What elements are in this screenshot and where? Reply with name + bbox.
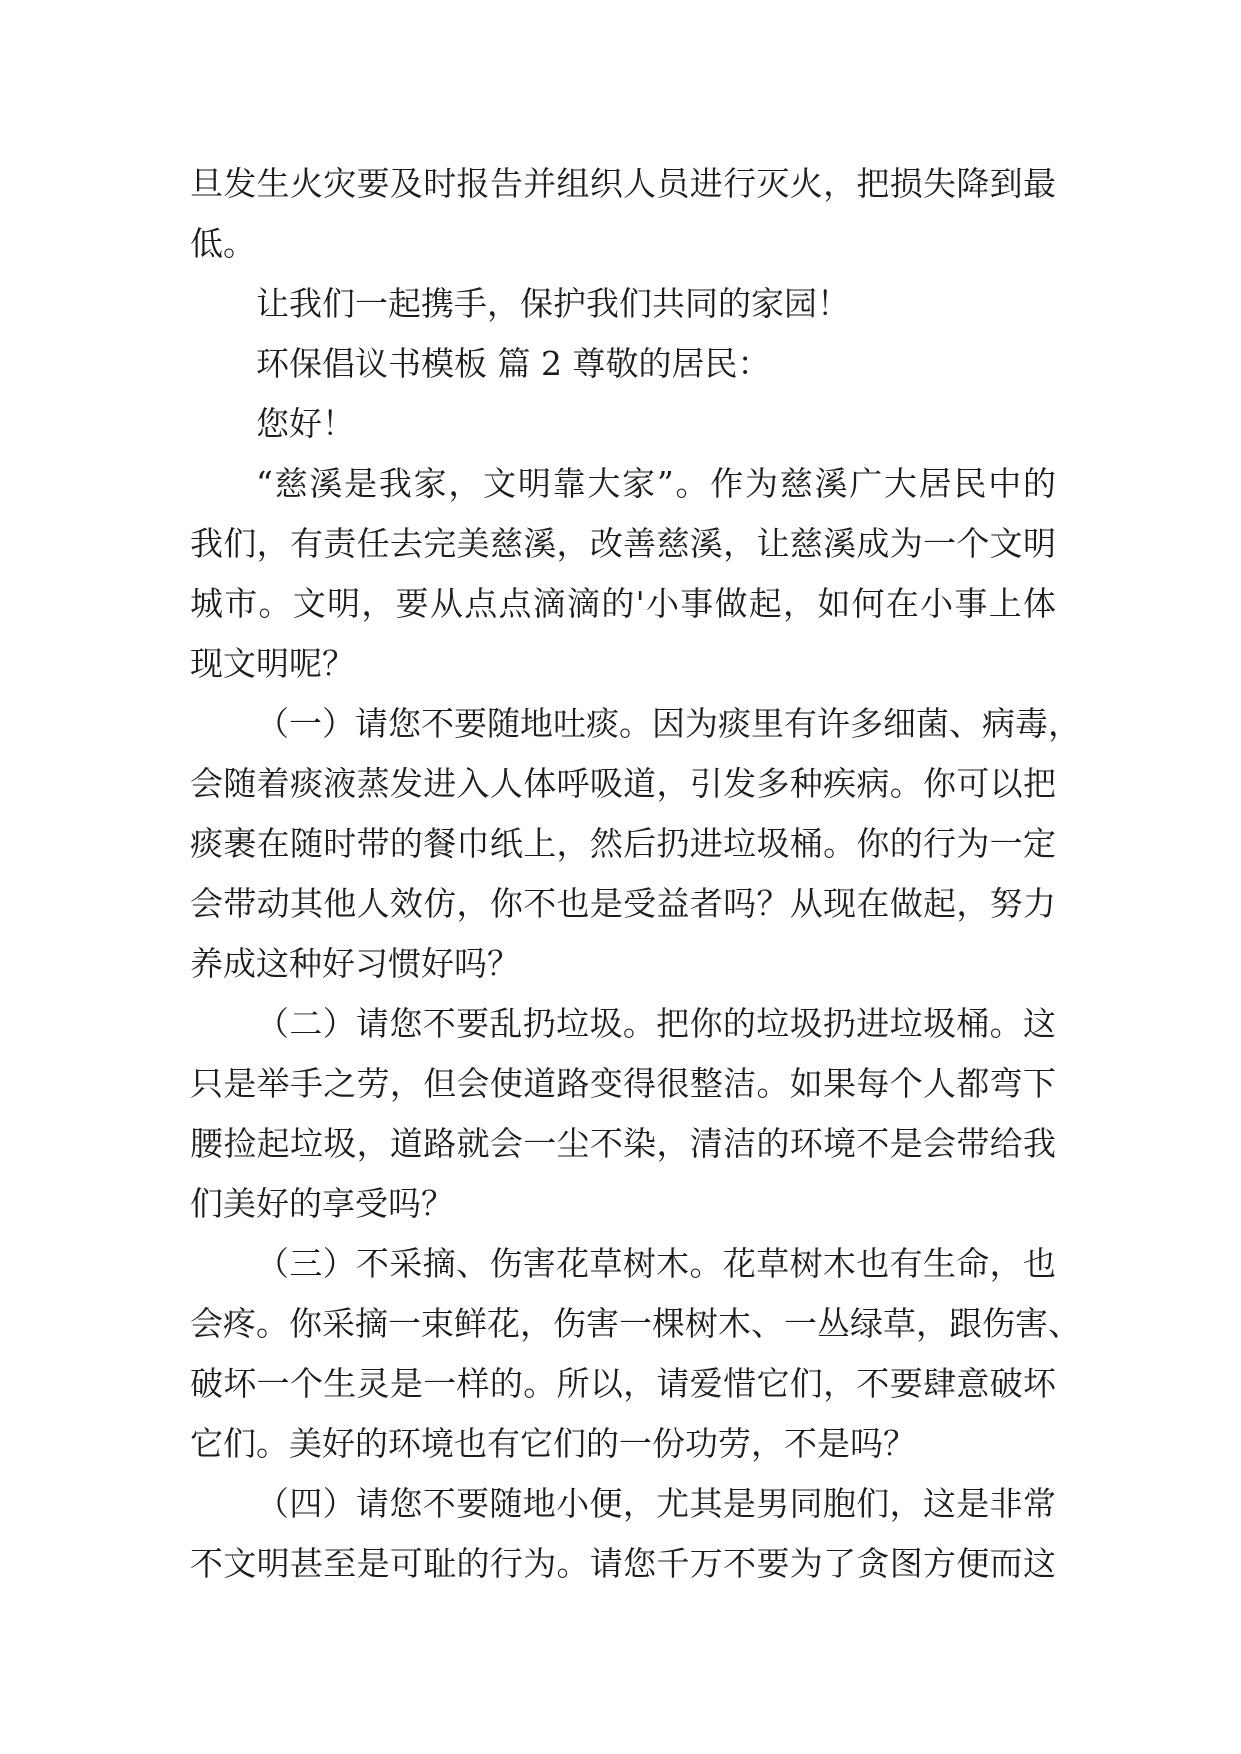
text-line: 们美好的享受吗？: [190, 1184, 454, 1223]
text-line: 会疼。你采摘一束鲜花，伤害一棵树木、一丛绿草，跟伤害、: [190, 1304, 1081, 1343]
text-line: 破坏一个生灵是一样的。所以，请爱惜它们，不要肆意破坏: [190, 1364, 1056, 1403]
text-line: 旦发生火灾要及时报告并组织人员进行灭火，把损失降到最: [190, 164, 1056, 203]
text-line: 痰裹在随时带的餐巾纸上，然后扔进垃圾桶。你的行为一定: [190, 824, 1056, 863]
paragraph-item-4: [190, 1474, 1056, 1594]
text-line: （二）请您不要乱扔垃圾。把你的垃圾扔进垃圾桶。这: [256, 1004, 1056, 1043]
text-line: “慈溪是我家，文明靠大家”。作为慈溪广大居民中的: [256, 464, 1056, 503]
text-line: （一）请您不要随地吐痰。因为痰里有许多细菌、病毒，: [256, 704, 1081, 743]
text-line: （三）不采摘、伤害花草树木。花草树木也有生命，也: [256, 1244, 1056, 1283]
text-line: 只是举手之劳，但会使道路变得很整洁。如果每个人都弯下: [190, 1064, 1056, 1103]
paragraph-closing-call: [190, 274, 1056, 334]
text-line: 它们。美好的环境也有它们的一份功劳，不是吗？: [190, 1424, 916, 1463]
text-line: 腰捡起垃圾，道路就会一尘不染，清洁的环境不是会带给我: [190, 1124, 1056, 1163]
section-heading: [190, 334, 1056, 394]
text-line: （四）请您不要随地小便，尤其是男同胞们，这是非常: [256, 1484, 1056, 1523]
text-line: 会随着痰液蒸发进入人体呼吸道，引发多种疾病。你可以把: [190, 764, 1056, 803]
document-body: [190, 154, 1081, 1594]
paragraph-item-2: [190, 994, 1056, 1234]
paragraph-item-3: [190, 1234, 1081, 1474]
text-line: 不文明甚至是可耻的行为。请您千万不要为了贪图方便而这: [190, 1544, 1056, 1583]
paragraph-item-1: [190, 694, 1081, 994]
paragraph-fire-continuation: [190, 154, 1056, 274]
text-line: 让我们一起携手，保护我们共同的家园！: [256, 284, 850, 323]
heading-line: 环保倡议书模板 篇 2 尊敬的居民：: [256, 344, 771, 383]
text-line: 低。: [190, 224, 256, 263]
text-line: 养成这种好习惯好吗？: [190, 944, 520, 983]
text-line: 您好！: [256, 404, 355, 443]
text-line: 城市。文明，要从点点滴滴的'小事做起，如何在小事上体: [190, 584, 1056, 623]
text-line: 我们，有责任去完美慈溪，改善慈溪，让慈溪成为一个文明: [190, 524, 1056, 563]
paragraph-intro: [190, 454, 1056, 694]
text-line: 会带动其他人效仿，你不也是受益者吗？从现在做起，努力: [190, 884, 1056, 923]
text-line: 现文明呢？: [190, 644, 355, 683]
greeting: [190, 394, 1056, 454]
